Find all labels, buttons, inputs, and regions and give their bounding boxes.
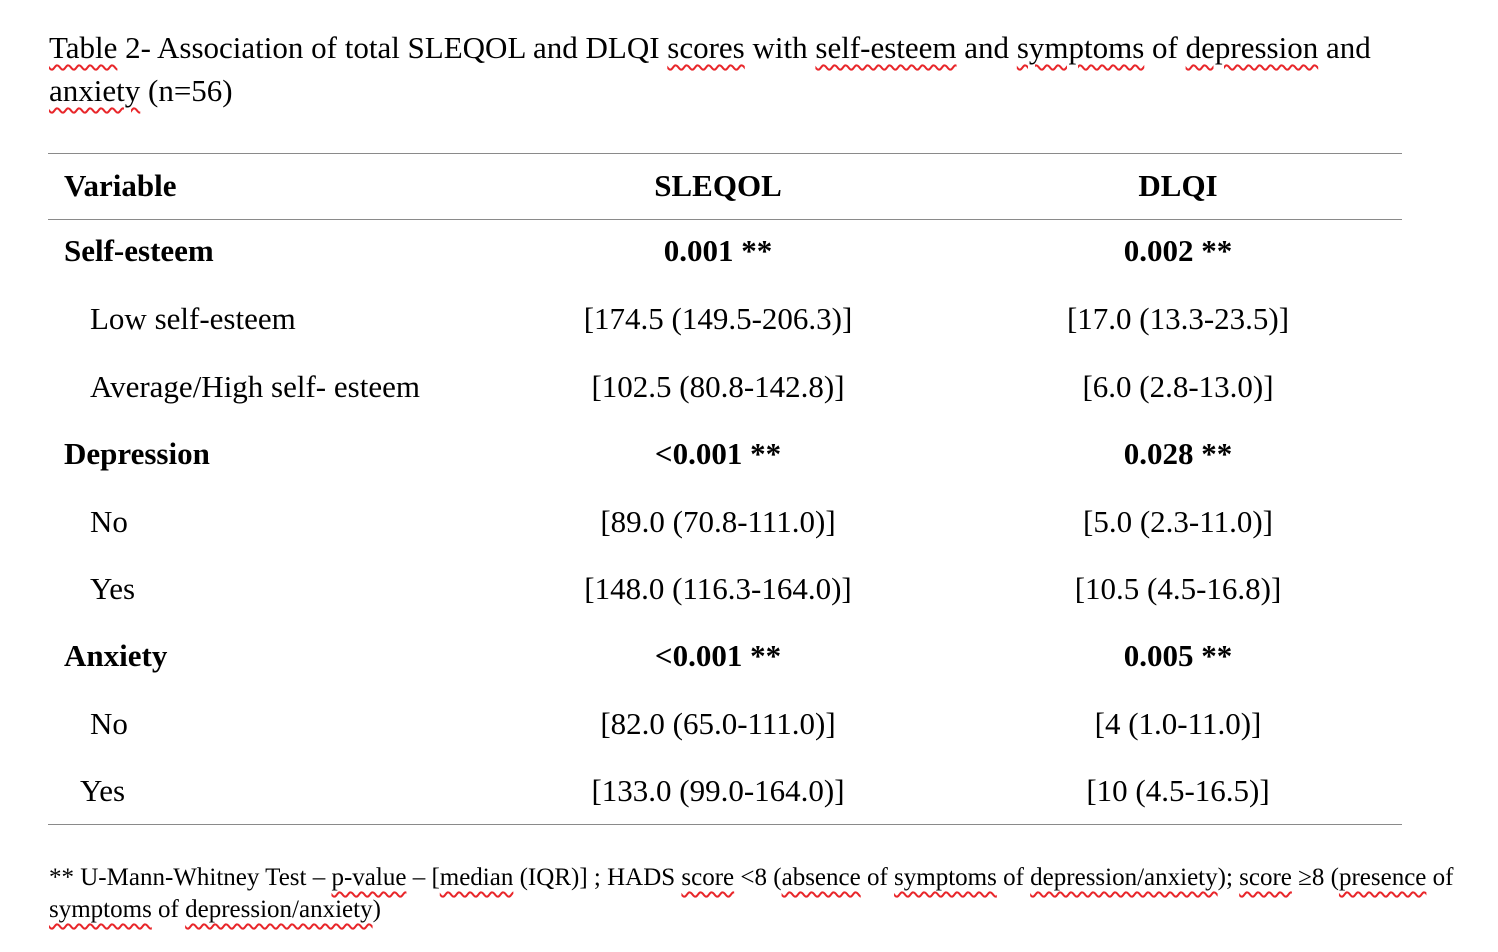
sleqol-p-value: 0.001 ** [663,233,773,268]
table-row-group-depression [48,434,1402,474]
table-footnote [49,862,1469,926]
sleqol-p-value: <0.001 ** [654,638,782,673]
row-label: Yes [80,773,126,808]
footnote-text: ≥8 ( [1291,864,1339,891]
footnote-word: median [439,864,514,891]
sleqol-value: [102.5 (80.8-142.8)] [591,369,845,404]
dlqi-value: [10 (4.5-16.5)] [1086,773,1270,808]
caption-word-table: Table [49,30,118,65]
table-row [48,569,1402,609]
table-caption [49,26,1469,112]
footnote-word: presence [1338,864,1427,891]
group-label: Anxiety [64,638,168,673]
footnote-text: (IQR)] ; HADS [513,864,682,891]
table-bottom-rule [48,824,1402,825]
footnote-text: of [996,864,1031,891]
footnote-word: score [681,864,735,891]
footnote-text: of [151,896,186,923]
table-header-row [48,166,1402,206]
footnote-word: absence [781,864,861,891]
caption-text: 2- Association of total SLEQOL and DLQI [117,30,668,65]
dlqi-value: [17.0 (13.3-23.5)] [1066,301,1290,336]
footnote-word: depression/anxiety [1030,864,1218,891]
row-label: No [90,504,128,539]
caption-word-anxiety: anxiety [49,73,141,108]
row-label: Yes [90,571,136,606]
table-row [48,367,1402,407]
row-label: Average/High self- esteem [90,369,420,404]
footnote-word: score [1239,864,1292,891]
footnote-word: depression/anxiety [185,896,373,923]
caption-word-scores: scores [667,30,745,65]
caption-text: (n=56) [140,73,233,108]
table-row [48,502,1402,542]
table-row-group-self-esteem [48,231,1402,271]
sleqol-value: [82.0 (65.0-111.0)] [600,706,836,741]
footnote-text: <8 ( [734,864,782,891]
footnote-text: of [1426,864,1454,891]
footnote-text: – [ [406,864,440,891]
table-row [48,299,1402,339]
dlqi-value: [5.0 (2.3-11.0)] [1083,504,1273,539]
row-label: Low self-esteem [90,301,296,336]
dlqi-p-value: 0.028 ** [1123,436,1233,471]
footnote-text: ); [1217,864,1240,891]
dlqi-p-value: 0.002 ** [1123,233,1233,268]
caption-word-symptoms: symptoms [1016,30,1145,65]
dlqi-value: [10.5 (4.5-16.8)] [1074,571,1282,606]
header-sleqol: SLEQOL [654,168,782,203]
caption-text: and [1318,30,1371,65]
table-top-rule [48,153,1402,154]
header-variable: Variable [64,168,177,203]
sleqol-value: [89.0 (70.8-111.0)] [600,504,836,539]
header-dlqi: DLQI [1138,168,1218,203]
footnote-word: symptoms [49,896,152,923]
group-label: Self-esteem [64,233,214,268]
table-row [48,771,1402,811]
sleqol-p-value: <0.001 ** [654,436,782,471]
table-row [48,704,1402,744]
row-label: No [90,706,128,741]
table-row-group-anxiety [48,636,1402,676]
sleqol-value: [148.0 (116.3-164.0)] [584,571,852,606]
caption-text: and [956,30,1017,65]
dlqi-value: [6.0 (2.8-13.0)] [1082,369,1274,404]
sleqol-value: [133.0 (99.0-164.0)] [591,773,845,808]
caption-text: of [1144,30,1186,65]
footnote-word: symptoms [894,864,997,891]
group-label: Depression [64,436,210,471]
caption-word-self-esteem: self-esteem [815,30,957,65]
sleqol-value: [174.5 (149.5-206.3)] [583,301,853,336]
dlqi-p-value: 0.005 ** [1123,638,1233,673]
footnote-text: ** U-Mann-Whitney Test – [49,864,332,891]
caption-text: with [744,30,816,65]
footnote-word: p-value [331,864,407,891]
caption-word-depression: depression [1185,30,1319,65]
table-header-rule [48,219,1402,220]
footnote-text: of [860,864,895,891]
dlqi-value: [4 (1.0-11.0)] [1094,706,1262,741]
footnote-text: ) [372,896,381,923]
